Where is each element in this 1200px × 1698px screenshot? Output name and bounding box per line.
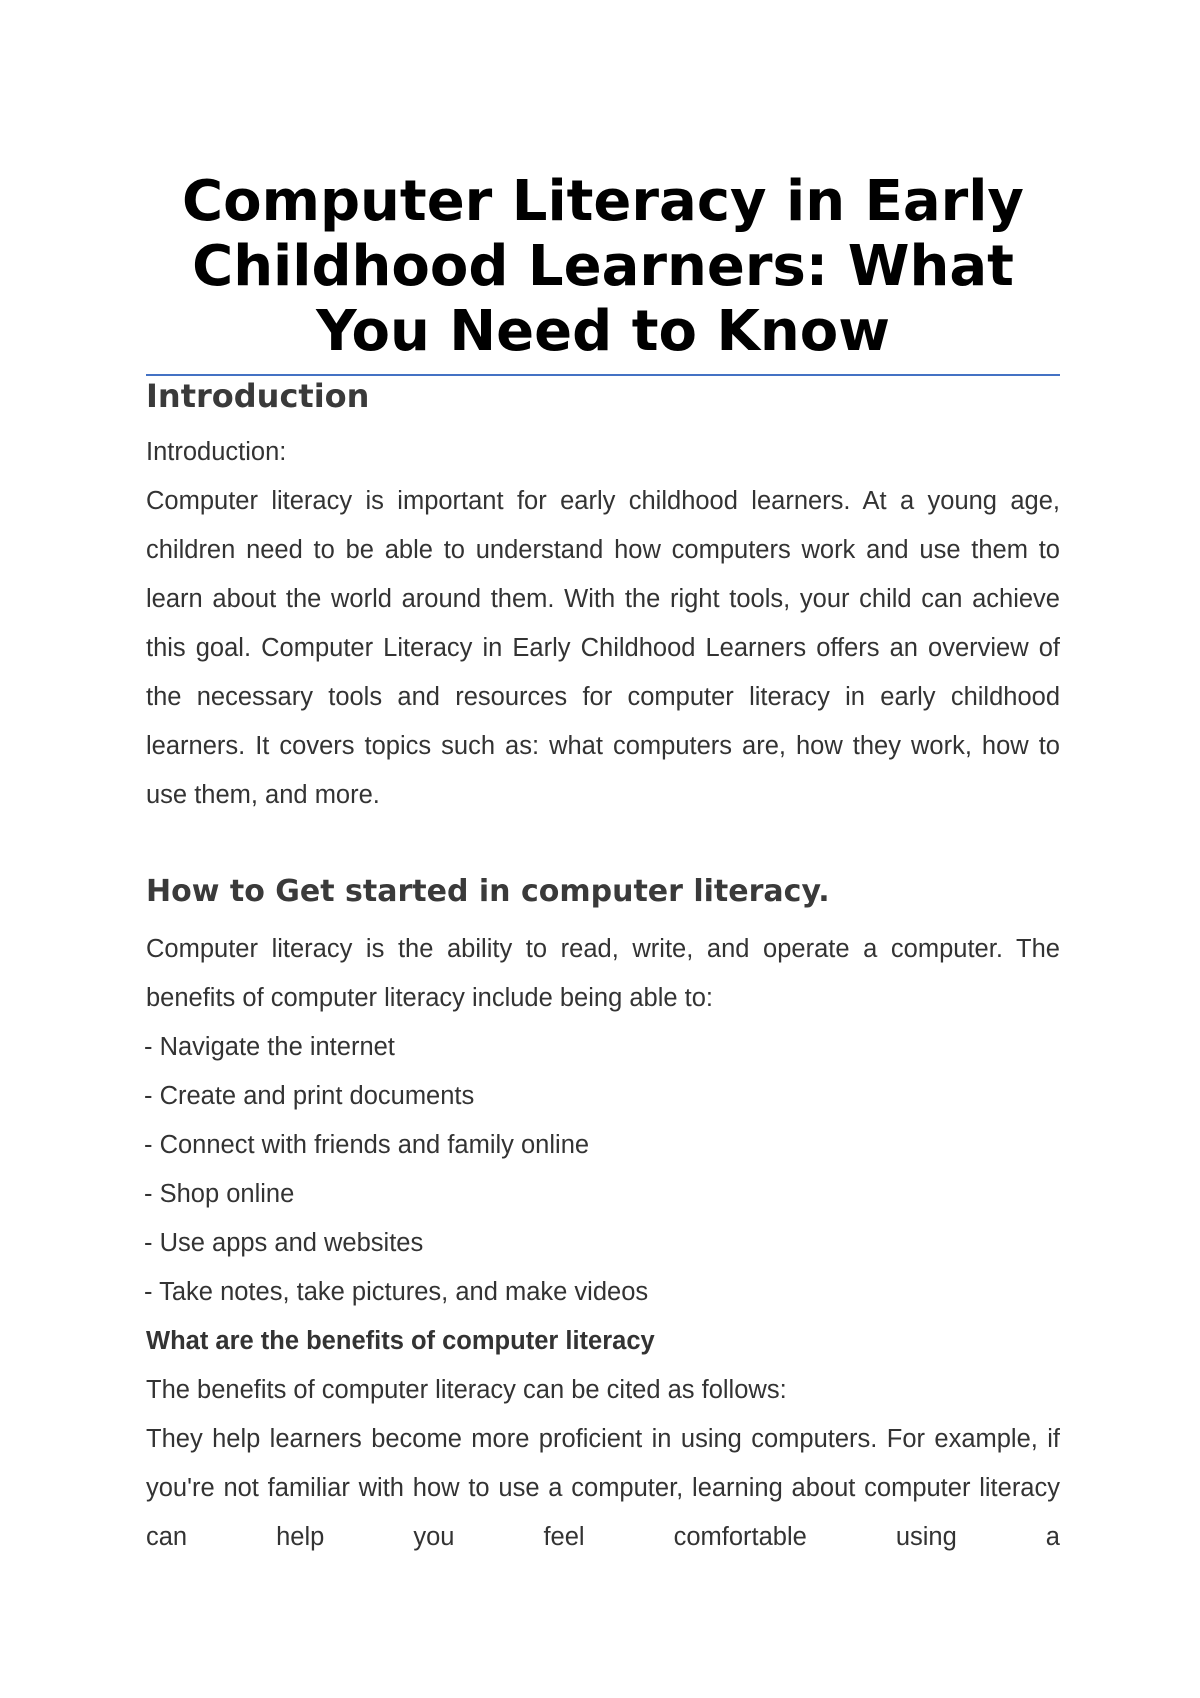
list-item: - Take notes, take pictures, and make videos [144,1278,649,1306]
section-heading-get-started: How to Get started in computer literacy. [146,874,830,909]
get-started-section [146,925,1060,1562]
document-title: Computer Literacy in Early Childhood Learners: What You Need to Know [182,169,1024,364]
benefits-intro: The benefits of computer literacy can be cited as follows: [146,1376,787,1404]
list-item: - Use apps and websites [144,1229,424,1257]
list-item: - Shop online [144,1180,295,1208]
introduction-paragraph: Computer literacy is important for early childhood learners. At a young age, children need to be able to understand how computers work and use them to learn about the world around them. With the right tools, your child can achieve this goal. Computer Literacy in Early Childhood Learners offers an overview of the necessary tools and resources for computer literacy in early childhood learners. It covers topics such as: what computers are, how they work, how to use them, and more. [146,487,1060,809]
list-item: - Create and print documents [144,1082,475,1110]
list-item: - Navigate the internet [144,1033,395,1061]
introduction-section [146,428,1060,820]
benefits-paragraph: They help learners become more proficient in using computers. For example, if you're not familiar with how to use a computer, learning about computer literacy can help you feel comfortable using a [146,1425,1060,1551]
section-heading-benefits: What are the benefits of computer literacy [146,1327,655,1355]
benefits-list [146,1023,1060,1317]
get-started-paragraph: Computer literacy is the ability to read, write, and operate a computer. The benefits of computer literacy include being able to: [146,935,1060,1012]
introduction-label: Introduction: [146,438,287,466]
list-item: - Connect with friends and family online [144,1131,590,1159]
section-heading-introduction: Introduction [146,377,370,415]
